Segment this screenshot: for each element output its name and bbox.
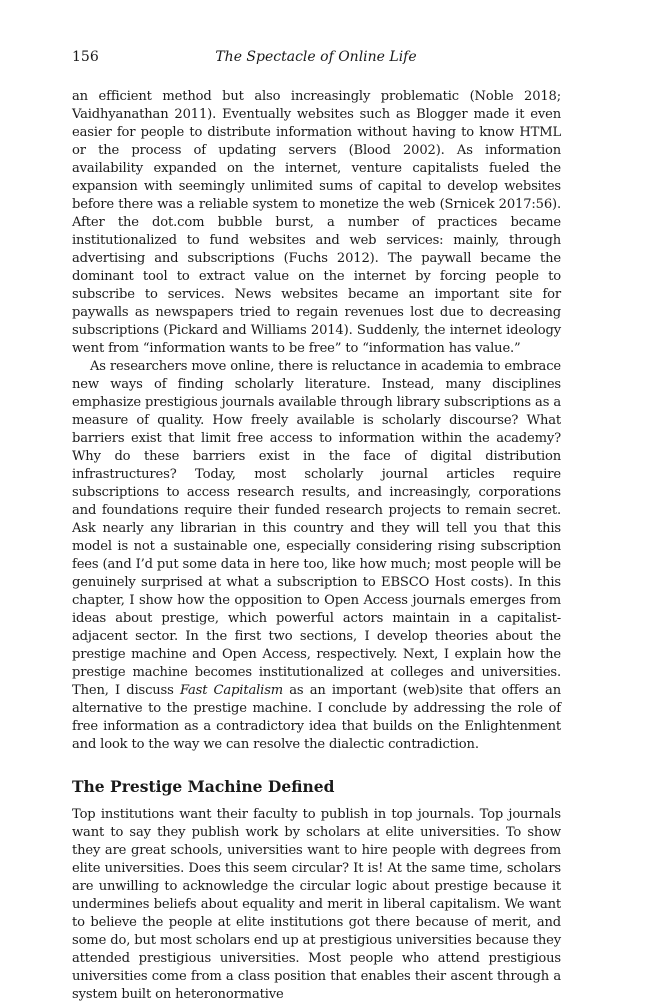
paragraph-2 xyxy=(72,358,561,754)
paragraph-2-text-a: As researchers move online, there is reluctance in academia to embrace new ways of finding scholarly literature. Instead, many disciplines emphasize prestigious journals available through library subscriptions as a measure of quality. How freely available is scholarly discourse? What barriers exist that limit free access to information within the academy? Why do these barriers exist in the face of digital distribution infrastructures? Today, most scholarly journal articles require subscriptions to access research results, and increasingly, corporations and foundations require their funded research projects to remain secret. Ask nearly any librarian in this country and they will tell you that this model is not a sustainable one, especially considering rising subscription fees (and I’d put some data in here too, like how much; most people will be genuinely surprised at what a subscription to EBSCO Host costs). In this chapter, I show how the opposition to Open Access journals emerges from ideas about prestige, which powerful actors maintain in a capitalist-adjacent sector. In the first two sections, I develop theories about the prestige machine and Open Access, respectively. Next, I explain how the prestige machine becomes institutionalized at colleges and universities. Then, I discuss xyxy=(72,359,561,698)
page-number: 156 xyxy=(72,49,99,65)
running-title: The Spectacle of Online Life xyxy=(215,49,417,65)
book-title-fast-capitalism: Fast Capitalism xyxy=(179,683,284,698)
paragraph-1: an efficient method but also increasingly problematic (Noble 2018; Vaidhyanathan 2011). Eventually websites such as Blogger made it even easier for people to distribute information without having to know HTML or the process of updating servers (Blood 2002). As information availability expanded on the internet, venture capitalists fueled the expansion with seemingly unlimited sums of capital to develop websites before there was a reliable system to monetize the web (Srnicek 2017:56). After the dot.com bubble burst, a number of practices became institutionalized to fund websites and web services: mainly, through advertising and subscriptions (Fuchs 2012). The paywall became the dominant tool to extract value on the internet by forcing people to subscribe to services. News websites became an important site for paywalls as newspapers tried to regain revenues lost due to decreasing subscriptions (Pickard and Williams 2014). Suddenly, the internet ideology went from “information wants to be free” to “information has value.” xyxy=(72,89,561,356)
section-heading: The Prestige Machine Defined xyxy=(72,777,335,796)
section-paragraph: Top institutions want their faculty to publish in top journals. Top journals want to say they publish work by scholars at elite universities. To show they are great schools, universities want to hire people with degrees from elite universities. Does this seem circular? It is! At the same time, scholars are unwilling to acknowledge the circular logic about prestige because it undermines beliefs about equality and merit in liberal capitalism. We want to believe the people at elite institutions got there because of merit, and some do, but most scholars end up at prestigious universities because they attended prestigious universities. Most people who attend prestigious universities come from a class position that enables their ascent through a system built on heteronormative xyxy=(72,807,561,1002)
body-text xyxy=(72,88,561,1004)
paragraph-2-text-b: as an important (web)site that offers an alternative to the prestige machine. I conclude by addressing the role of free information as a contradictory idea that builds on the Enlightenment and look to the way we can resolve the dialectic contradiction. xyxy=(72,683,562,752)
running-head xyxy=(72,46,560,68)
